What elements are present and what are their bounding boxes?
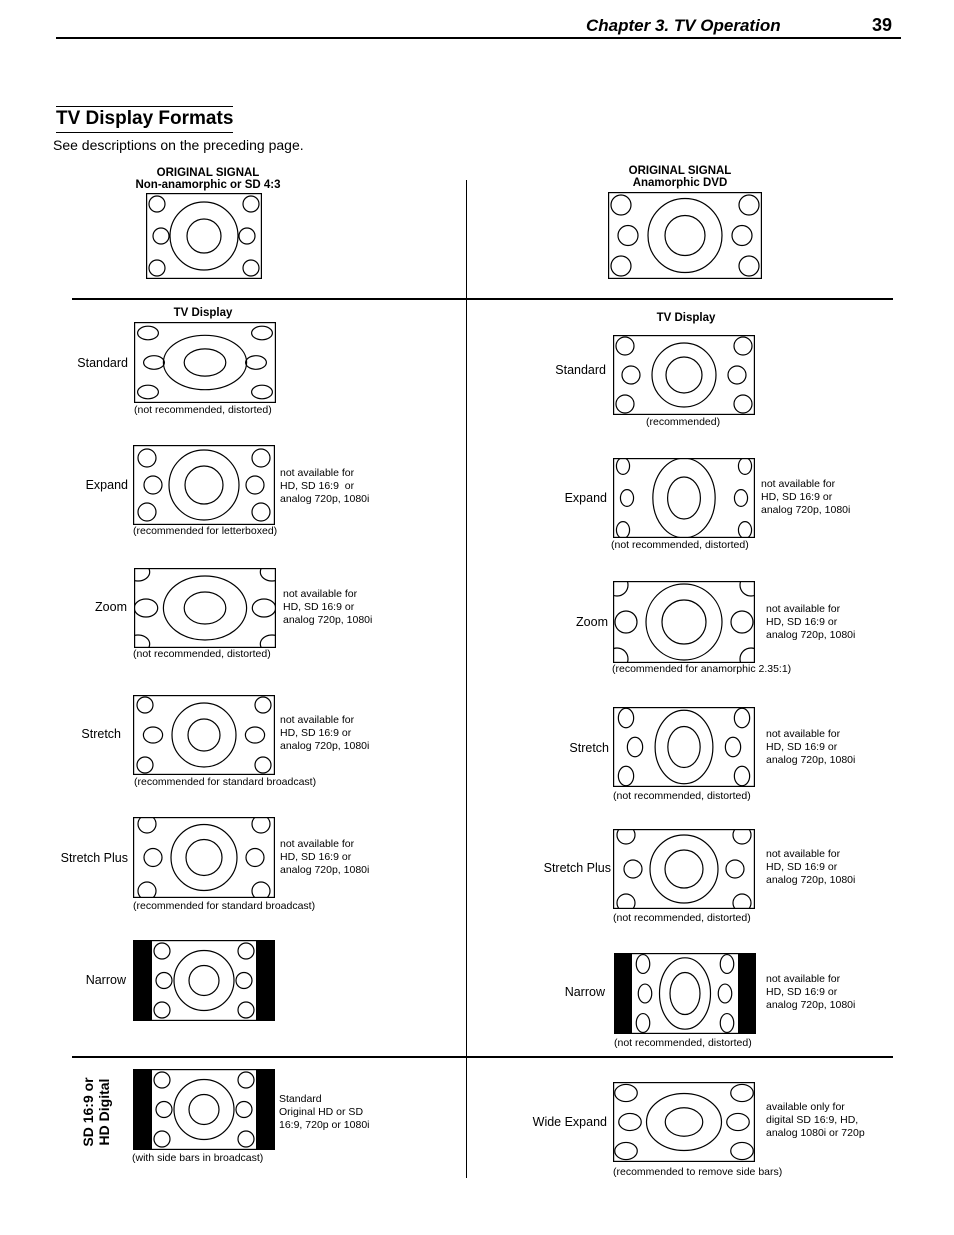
screen-frame <box>134 696 275 775</box>
right-standard-diagram <box>613 335 755 415</box>
left-row-label-narrow: Narrow <box>85 973 126 987</box>
right-caption-zoom: (recommended for anamorphic 2.35:1) <box>612 663 792 675</box>
left-note-stretch: not available for HD, SD 16:9 or analog 720p, 1080i <box>280 714 370 752</box>
left-row-label-expand: Expand <box>85 478 128 492</box>
screen-frame <box>615 954 756 1034</box>
side-bar-left <box>133 1069 152 1150</box>
screen-frame <box>614 1083 755 1162</box>
right-note-zoom: not available for HD, SD 16:9 or analog 720p, 1080i <box>766 603 856 641</box>
right-note-wide-expand: available only for digital SD 16:9, HD, analog 1080i or 720p <box>766 1101 865 1139</box>
right-row-label-wide-expand: Wide Expand <box>532 1115 607 1129</box>
screen-frame <box>614 708 755 787</box>
right-note-stretch-plus: not available for HD, SD 16:9 or analog 720p, 1080i <box>766 848 856 886</box>
left-bottom-diagram <box>133 1069 275 1150</box>
left-note-zoom: not available for HD, SD 16:9 or analog 720p, 1080i <box>283 588 373 626</box>
right-zoom-diagram <box>613 581 755 663</box>
right-stretch-diagram <box>613 707 755 787</box>
right-caption-narrow: (not recommended, distorted) <box>614 1037 752 1049</box>
sd-hd-digital-text: SD 16:9 or HD Digital <box>80 1077 112 1147</box>
left-caption-stretch-plus: (recommended for standard broadcast) <box>133 900 316 912</box>
screen-frame <box>614 582 755 663</box>
left-note-stretch-plus: not available for HD, SD 16:9 or analog 720p, 1080i <box>280 838 370 876</box>
right-row-label-narrow: Narrow <box>564 985 605 999</box>
screen-frame <box>135 323 276 403</box>
screen-frame <box>147 194 262 279</box>
left-caption-stretch: (recommended for standard broadcast) <box>134 776 317 788</box>
right-row-label-zoom: Zoom <box>576 615 608 629</box>
left-zoom-diagram <box>134 568 276 648</box>
screen-frame <box>614 336 755 415</box>
left-row-label-stretch-plus: Stretch Plus <box>60 851 128 865</box>
left-original-subtitle: Non-anamorphic or SD 4:3 <box>135 179 281 191</box>
right-tv-display-heading: TV Display <box>656 312 716 324</box>
section-subtitle: See descriptions on the preceding page. <box>53 137 304 153</box>
left-caption-expand: (recommended for letterboxed) <box>133 525 278 537</box>
left-original-heading <box>98 167 318 191</box>
right-caption-standard: (recommended) <box>646 416 721 428</box>
right-note-expand: not available for HD, SD 16:9 or analog 720p, 1080i <box>761 478 851 516</box>
side-bar-left <box>133 940 152 1021</box>
right-row-label-stretch-plus: Stretch Plus <box>543 861 611 875</box>
screen-frame <box>614 830 755 909</box>
chapter-title: Chapter 3. TV Operation <box>586 16 781 35</box>
left-note-expand: not available for HD, SD 16:9 or analog 720p, 1080i <box>280 467 370 505</box>
right-note-stretch: not available for HD, SD 16:9 or analog 720p, 1080i <box>766 728 856 766</box>
column-divider <box>466 180 467 1178</box>
right-caption-stretch-plus: (not recommended, distorted) <box>613 912 751 924</box>
left-row-label-stretch: Stretch <box>81 727 121 741</box>
left-tv-display-heading: TV Display <box>173 307 233 319</box>
left-note-bottom: Standard Original HD or SD 16:9, 720p or 1080i <box>279 1093 370 1131</box>
left-stretch-plus-diagram <box>133 817 275 898</box>
left-expand-diagram <box>133 445 275 525</box>
left-standard-diagram <box>134 322 276 403</box>
left-row-label-zoom: Zoom <box>95 600 127 614</box>
section-title: TV Display Formats <box>56 106 233 133</box>
screen-frame <box>135 569 276 648</box>
right-wide-expand-diagram <box>613 1082 755 1162</box>
right-stretch-plus-diagram <box>613 829 755 909</box>
left-caption-zoom: (not recommended, distorted) <box>133 648 271 660</box>
side-bar-right <box>256 940 275 1021</box>
right-expand-diagram <box>613 458 755 538</box>
right-original-diagram <box>608 192 762 279</box>
left-row-label-standard: Standard <box>77 356 128 370</box>
right-note-narrow: not available for HD, SD 16:9 or analog 720p, 1080i <box>766 973 856 1011</box>
right-row-label-expand: Expand <box>564 491 607 505</box>
right-caption-wide-expand: (recommended to remove side bars) <box>613 1166 783 1178</box>
screen-frame <box>614 459 755 538</box>
side-bar-right <box>738 953 756 1034</box>
right-row-label-stretch: Stretch <box>569 741 609 755</box>
left-stretch-diagram <box>133 695 275 775</box>
row-divider-top <box>72 298 893 300</box>
right-caption-expand: (not recommended, distorted) <box>611 539 749 551</box>
right-original-title: ORIGINAL SIGNAL <box>628 165 732 177</box>
left-original-title: ORIGINAL SIGNAL <box>156 167 260 179</box>
header-rule <box>56 37 901 39</box>
right-row-label-standard: Standard <box>555 363 606 377</box>
right-original-heading <box>570 165 790 189</box>
right-original-subtitle: Anamorphic DVD <box>632 177 728 189</box>
screen-frame <box>134 446 275 525</box>
side-bar-left <box>614 953 632 1034</box>
left-original-diagram <box>146 193 262 279</box>
right-narrow-diagram <box>614 953 756 1034</box>
row-divider-bottom <box>72 1056 893 1058</box>
left-narrow-diagram <box>133 940 275 1021</box>
right-caption-stretch: (not recommended, distorted) <box>613 790 751 802</box>
left-caption-standard: (not recommended, distorted) <box>134 404 272 416</box>
left-caption-bottom: (with side bars in broadcast) <box>132 1152 264 1164</box>
side-bar-right <box>256 1069 275 1150</box>
page-number: 39 <box>872 15 893 35</box>
sd-hd-digital-label <box>80 1072 120 1152</box>
